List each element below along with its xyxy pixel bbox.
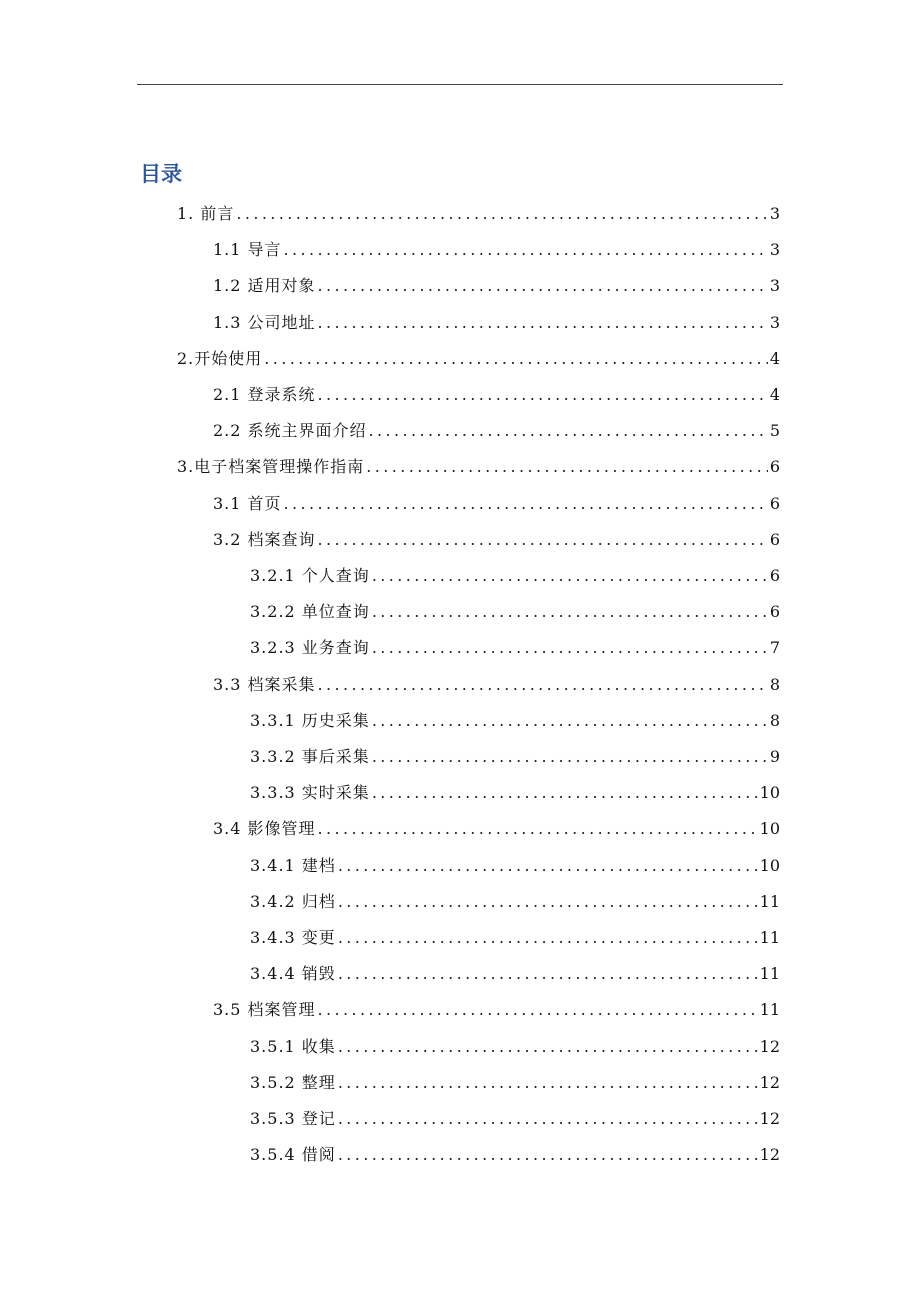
toc-entry[interactable] [213, 522, 780, 558]
toc-dot-leader [284, 486, 768, 522]
toc-entry[interactable] [213, 377, 780, 413]
header-rule [137, 84, 783, 85]
toc-dot-leader [318, 522, 768, 558]
toc-entry-page: 9 [769, 747, 780, 766]
toc-entry-label: 1.3 公司地址 [213, 312, 316, 332]
toc-dot-leader [338, 956, 758, 992]
toc-entry-label: 3.2.3 业务查询 [250, 638, 370, 658]
toc-dot-leader [338, 848, 758, 884]
toc-entry-label: 3.2 档案查询 [213, 529, 316, 549]
toc-entry-page: 3 [769, 204, 780, 223]
toc-entry-label: 3.3.2 事后采集 [250, 747, 370, 766]
toc-entry-page: 6 [769, 566, 780, 585]
toc-entry-page: 10 [759, 819, 780, 839]
toc-entry[interactable] [177, 449, 780, 485]
toc-entry[interactable] [213, 232, 780, 268]
toc-entry-label: 3.5.4 借阅 [250, 1145, 336, 1165]
toc-entry[interactable] [213, 811, 780, 847]
toc-entry[interactable] [250, 956, 780, 992]
toc-entry-page: 10 [759, 783, 780, 803]
toc-entry-page: 12 [759, 1145, 780, 1165]
toc-entry-page: 8 [769, 710, 780, 730]
toc-dot-leader [318, 992, 758, 1028]
toc-dot-leader [372, 739, 768, 775]
toc-dot-leader [318, 667, 768, 703]
toc-entry-page: 12 [759, 1036, 780, 1056]
toc-entry-label: 3.5 档案管理 [213, 1000, 316, 1020]
toc-dot-leader [318, 305, 768, 341]
toc-dot-leader [338, 1029, 758, 1065]
toc-dot-leader [338, 920, 758, 956]
toc-dot-leader [318, 377, 768, 413]
toc-entry-label: 3.5.3 登记 [250, 1109, 336, 1128]
toc-entry[interactable] [213, 413, 780, 449]
toc-entry-label: 3.5.2 整理 [250, 1072, 336, 1092]
toc-dot-leader [338, 1137, 758, 1173]
toc-entry-label: 3.1 首页 [213, 493, 282, 513]
toc-entry[interactable] [177, 196, 780, 232]
toc-entry[interactable] [250, 1029, 780, 1065]
toc-entry[interactable] [213, 992, 780, 1028]
toc-entry[interactable] [250, 848, 780, 884]
toc-entry[interactable] [213, 305, 780, 341]
toc-dot-leader [372, 775, 758, 811]
toc-entry[interactable] [250, 920, 780, 956]
toc-entry-page: 4 [769, 385, 780, 404]
toc-entry-label: 3.4.2 归档 [250, 891, 336, 911]
toc-entry[interactable] [250, 558, 780, 594]
toc-entry-page: 6 [769, 602, 780, 622]
toc-entry-page: 11 [759, 891, 780, 911]
toc-dot-leader [366, 449, 768, 485]
toc-entry-label: 3.5.1 收集 [250, 1036, 336, 1056]
toc-entry-page: 3 [769, 276, 780, 296]
toc-entry-page: 3 [769, 240, 780, 260]
toc-entry[interactable] [213, 667, 780, 703]
toc-entry[interactable] [250, 775, 780, 811]
toc-entry-page: 6 [769, 529, 780, 549]
toc-entry-label: 3.2.1 个人查询 [250, 566, 370, 585]
toc-entry-page: 8 [769, 674, 780, 694]
toc-dot-leader [338, 884, 758, 920]
toc-entry-label: 3.2.2 单位查询 [250, 602, 370, 622]
toc-entry[interactable] [250, 703, 780, 739]
toc-entry[interactable] [213, 486, 780, 522]
toc-entry-label: 3.电子档案管理操作指南 [177, 457, 365, 477]
toc-entry-label: 3.4.3 变更 [250, 928, 336, 947]
toc-entry[interactable] [250, 1137, 780, 1173]
toc-entry-label: 3.3 档案采集 [213, 674, 316, 694]
toc-entry[interactable] [177, 341, 780, 377]
toc-entry-page: 7 [769, 638, 780, 658]
toc-entry-page: 5 [769, 421, 780, 441]
toc-entry[interactable] [250, 739, 780, 775]
toc-entry-label: 1.1 导言 [213, 240, 282, 260]
toc-entry-label: 3.3.3 实时采集 [250, 783, 370, 803]
toc-entry-page: 3 [769, 312, 780, 332]
toc-entry-page: 12 [759, 1072, 780, 1092]
toc-entry[interactable] [250, 630, 780, 666]
toc-dot-leader [284, 232, 768, 268]
toc-entry-label: 3.4.4 销毁 [250, 964, 336, 984]
toc-entry-label: 2.开始使用 [177, 348, 263, 368]
toc-entry-page: 10 [759, 855, 780, 875]
toc-entry-label: 3.4 影像管理 [213, 819, 316, 839]
toc-entry-page: 11 [759, 1000, 780, 1020]
toc-entry[interactable] [213, 268, 780, 304]
toc-entry-label: 2.2 系统主界面介绍 [213, 421, 367, 441]
toc-dot-leader [372, 558, 768, 594]
toc-entry-label: 3.3.1 历史采集 [250, 710, 370, 730]
toc-entry-page: 6 [769, 457, 780, 477]
toc-entry-page: 11 [759, 964, 780, 984]
toc-entry[interactable] [250, 884, 780, 920]
toc-entry-page: 12 [759, 1109, 780, 1128]
toc-entry-label: 3.4.1 建档 [250, 855, 336, 875]
toc-entry[interactable] [250, 594, 780, 630]
toc-entry-label: 2.1 登录系统 [213, 385, 316, 404]
toc-dot-leader [338, 1065, 758, 1101]
toc-entry-page: 4 [769, 348, 780, 368]
toc-dot-leader [372, 594, 768, 630]
toc-dot-leader [369, 413, 768, 449]
toc-entry-label: 1.2 适用对象 [213, 276, 316, 296]
toc-entry-page: 6 [769, 493, 780, 513]
toc-entry[interactable] [250, 1101, 780, 1137]
toc-title: 目录 [140, 162, 182, 186]
toc-dot-leader [372, 703, 768, 739]
toc-dot-leader [372, 630, 768, 666]
toc-dot-leader [264, 341, 768, 377]
toc-dot-leader [318, 268, 768, 304]
toc-dot-leader [338, 1101, 758, 1137]
toc-entry-label: 1. 前言 [177, 204, 235, 223]
toc-dot-leader [236, 196, 767, 232]
toc-entry-page: 11 [759, 928, 780, 947]
toc-entry[interactable] [250, 1065, 780, 1101]
toc-dot-leader [318, 811, 758, 847]
